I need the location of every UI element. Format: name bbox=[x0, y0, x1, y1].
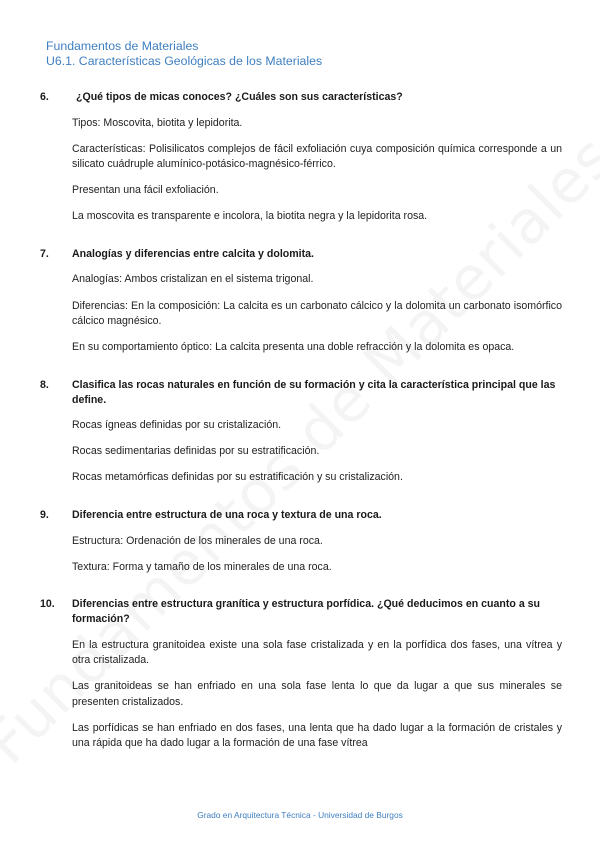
answer-paragraph: Características: Polisilicatos complejos de fácil exfoliación cuya composición química corresponde a un silicato cuádruple alumínico-potásico-magnésico-férrico. bbox=[72, 142, 562, 171]
answer-paragraph: Las porfídicas se han enfriado en dos fases, una lenta que ha dado lugar a la formación de cristales y una rápida que ha dado lugar a la formación de una fase vítrea bbox=[72, 721, 562, 750]
question-heading bbox=[40, 90, 562, 105]
question-heading bbox=[40, 597, 562, 627]
answer-paragraph: En la estructura granitoidea existe una sola fase cristalizada y en la porfídica dos fases, una vítrea y otra cristalizada. bbox=[72, 638, 562, 667]
answer-paragraph: Textura: Forma y tamaño de los minerales de una roca. bbox=[72, 560, 332, 573]
question-heading bbox=[40, 247, 562, 262]
question-text: Analogías y diferencias entre calcita y dolomita. bbox=[72, 247, 314, 260]
unit-title: U6.1. Características Geológicas de los Materiales bbox=[46, 54, 323, 68]
question-text: ¿Qué tipos de micas conoces? ¿Cuáles son sus características? bbox=[76, 91, 403, 103]
question-number: 7. bbox=[40, 247, 49, 260]
answer-paragraph: La moscovita es transparente e incolora, la biotita negra y la lepidorita rosa. bbox=[72, 210, 428, 223]
question-number: 9. bbox=[40, 508, 49, 521]
question-7 bbox=[40, 247, 562, 356]
answer-paragraph: Rocas sedimentarias definidas por su estratificación. bbox=[72, 445, 320, 458]
question-number: 10. bbox=[40, 598, 55, 611]
question-text: Diferencia entre estructura de una roca y textura de una roca. bbox=[72, 508, 382, 521]
answer-paragraph: Diferencias: En la composición: La calcita es un carbonato cálcico y la dolomita un carbonato isomórfico cálcico magnésico. bbox=[72, 299, 562, 328]
question-text: Clasifica las rocas naturales en función de su formación y cita la característica principal que las define. bbox=[72, 378, 556, 406]
answer-paragraph: Estructura: Ordenación de los minerales de una roca. bbox=[72, 534, 323, 547]
question-text: Diferencias entre estructura granítica y estructura porfídica. ¿Qué deducimos en cuanto a su formación? bbox=[72, 598, 541, 626]
page-header bbox=[46, 39, 322, 69]
question-8 bbox=[40, 378, 562, 486]
answer-paragraph: Rocas ígneas definidas por su cristalización. bbox=[72, 419, 282, 432]
answer-paragraph: Las granitoideas se han enfriado en una sola fase lenta lo que da lugar a que sus minerales se presenten cristalizados. bbox=[72, 680, 562, 708]
page-footer: Grado en Arquitectura Técnica - Universidad de Burgos bbox=[197, 810, 403, 820]
question-10 bbox=[40, 597, 562, 752]
question-6 bbox=[40, 90, 562, 225]
answer-paragraph: Presentan una fácil exfoliación. bbox=[72, 184, 219, 197]
question-list bbox=[40, 90, 562, 774]
answer-paragraph: Analogías: Ambos cristalizan en el sistema trigonal. bbox=[72, 273, 314, 286]
question-number: 6. bbox=[40, 91, 49, 103]
question-9 bbox=[40, 508, 562, 575]
answer-paragraph: Tipos: Moscovita, biotita y lepidorita. bbox=[72, 116, 243, 129]
question-heading bbox=[40, 378, 562, 408]
answer-paragraph: En su comportamiento óptico: La calcita presenta una doble refracción y la dolomita es opaca. bbox=[72, 341, 515, 354]
question-heading bbox=[40, 508, 562, 523]
course-title: Fundamentos de Materiales bbox=[46, 39, 199, 53]
answer-paragraph: Rocas metamórficas definidas por su estratificación y su cristalización. bbox=[72, 471, 403, 484]
question-number: 8. bbox=[40, 378, 49, 391]
